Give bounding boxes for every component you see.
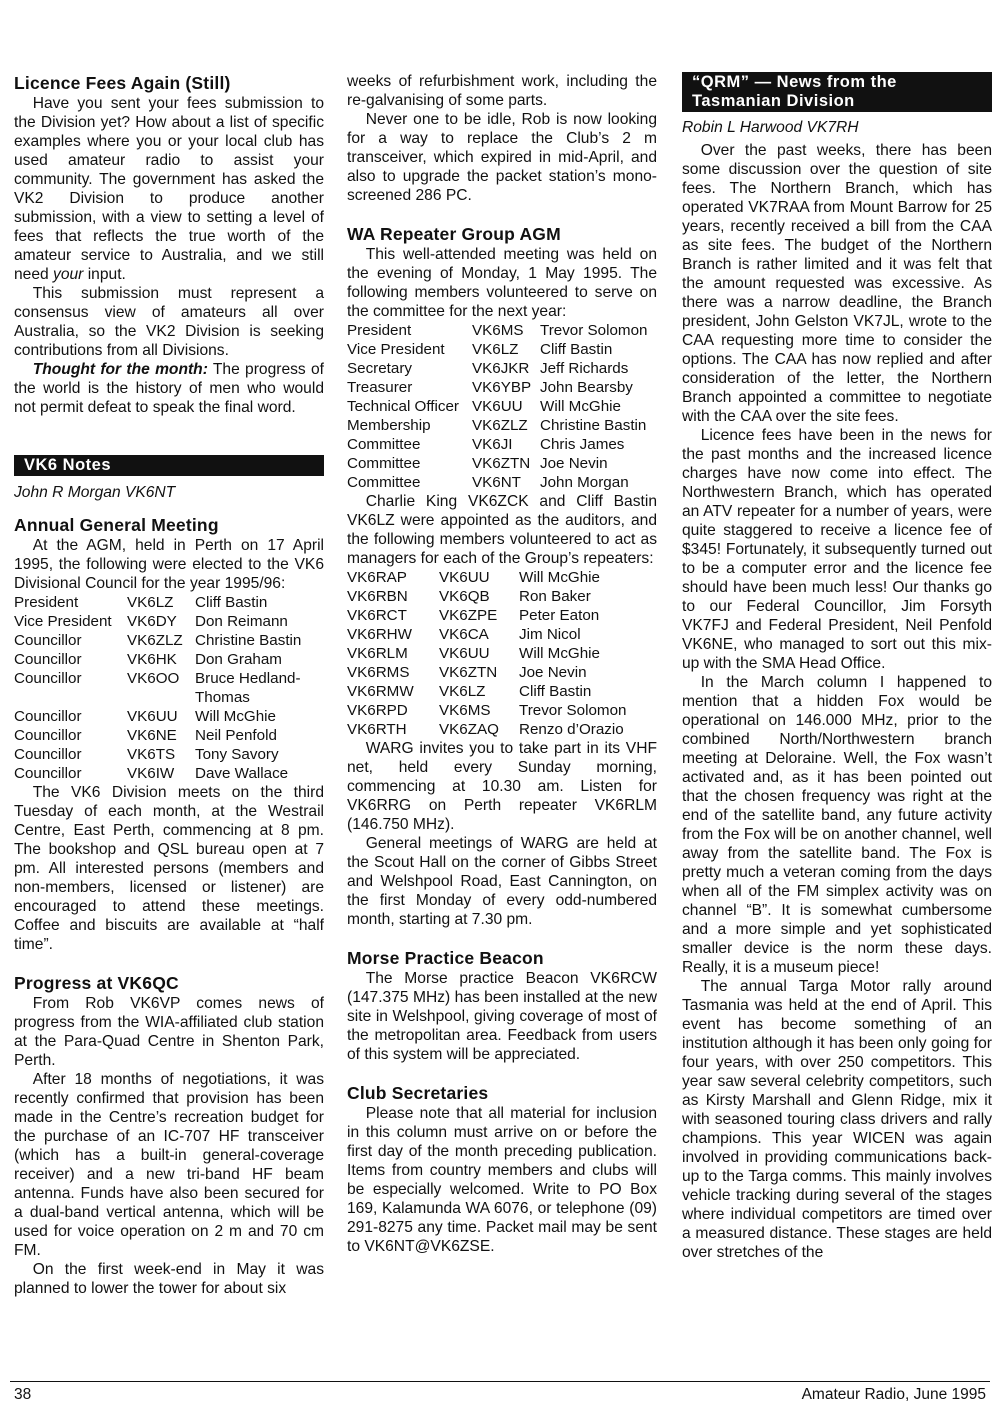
table-cell-call: VK6LZ bbox=[127, 594, 174, 611]
table-row bbox=[14, 745, 324, 764]
table-cell-role: Councillor bbox=[14, 670, 82, 687]
repeater-table bbox=[347, 568, 657, 739]
table-cell-name: Christine Bastin bbox=[540, 417, 647, 434]
table-cell-name: John Morgan bbox=[540, 474, 629, 491]
table-cell-name: Don Graham bbox=[195, 651, 282, 668]
column-right bbox=[682, 72, 992, 1262]
table-row bbox=[347, 397, 657, 416]
table-cell-call: VK6ZLZ bbox=[127, 632, 183, 649]
table-cell-role: Councillor bbox=[14, 727, 82, 744]
table-row bbox=[347, 454, 657, 473]
table-cell-role: Committee bbox=[347, 474, 421, 491]
heading-morse-practice-beacon: Morse Practice Beacon bbox=[347, 948, 544, 968]
table-cell-call: VK6ZAQ bbox=[439, 721, 499, 738]
table-row bbox=[14, 593, 324, 612]
table-cell-role: Vice President bbox=[14, 613, 112, 630]
table-cell-name: Renzo d’Orazio bbox=[519, 721, 624, 738]
table-cell-name: Joe Nevin bbox=[540, 455, 608, 472]
table-cell-name: Jeff Richards bbox=[540, 360, 629, 377]
table-cell-call: VK6TS bbox=[127, 746, 176, 763]
table-cell-rpt: VK6RCT bbox=[347, 607, 407, 624]
column-left bbox=[14, 72, 324, 1298]
table-row bbox=[347, 701, 657, 720]
paragraph: This well-attended meeting was held on the evening of Monday, 1 May 1995. The following members volunteered to serve on the committee for the next year: bbox=[347, 246, 657, 320]
paragraph: WARG invites you to take part in its VHF net, held every Sunday morning, commencing at 10.30 am. Listen for VK6RRG on Perth repeater VK6RLM (146.750 MHz). bbox=[347, 740, 657, 833]
table-cell-name: Bruce Hedland-Thomas bbox=[195, 670, 301, 706]
table-cell-call: VK6JI bbox=[472, 436, 513, 453]
table-cell-name: Cliff Bastin bbox=[195, 594, 268, 611]
paragraph: The annual Targa Motor rally around Tasmania was held at the end of April. This event has become something of an institution although it has been only going for four years, with over 250 competitors. This year saw several celebrity competitors, such as Kirsty Marshall and Glenn Ridge, mix it with seasoned touring class drivers and rally champions. This year WICEN was again involved in providing communications back-up to the Targa comms. This mainly involves vehicle tracking during several of the stages where individual competitors are timed over a measured distance. These stages are held over stretches of the bbox=[682, 978, 992, 1261]
publication-title: Amateur Radio, June 1995 bbox=[801, 1386, 986, 1403]
byline: Robin L Harwood VK7RH bbox=[682, 119, 859, 136]
table-cell-rpt: VK6RHW bbox=[347, 626, 412, 643]
table-cell-name: Tony Savory bbox=[195, 746, 279, 763]
table-cell-call: VK6ZLZ bbox=[472, 417, 528, 434]
table-cell-role: Committee bbox=[347, 455, 421, 472]
table-row bbox=[347, 473, 657, 492]
table-cell-role: President bbox=[14, 594, 79, 611]
table-cell-name: Will McGhie bbox=[195, 708, 277, 725]
table-cell-call: VK6CA bbox=[439, 626, 489, 643]
table-cell-name: Neil Penfold bbox=[195, 727, 277, 744]
table-cell-role: Councillor bbox=[14, 632, 82, 649]
table-cell-call: VK6ZTN bbox=[472, 455, 531, 472]
table-cell-call: VK6ZTN bbox=[439, 664, 498, 681]
heading-licence-fees: Licence Fees Again (Still) bbox=[14, 73, 231, 93]
table-row bbox=[347, 663, 657, 682]
table-cell-name: Chris James bbox=[540, 436, 625, 453]
paragraph: Thought for the month: The progress of the world is the history of men who would not permit defeat to speak the final word. bbox=[14, 361, 324, 416]
table-row bbox=[14, 726, 324, 745]
table-cell-name: Trevor Solomon bbox=[540, 322, 648, 339]
table-cell-call: VK6UU bbox=[127, 708, 178, 725]
heading-progress-vk6qc: Progress at VK6QC bbox=[14, 973, 179, 993]
council-table bbox=[14, 593, 324, 783]
paragraph: On the first week-end in May it was planned to lower the tower for about six bbox=[14, 1261, 324, 1297]
table-cell-rpt: VK6RBN bbox=[347, 588, 408, 605]
paragraph: Charlie King VK6ZCK and Cliff Bastin VK6LZ were appointed as the auditors, and the following members volunteered to act as managers for each of the Group’s repeaters: bbox=[347, 493, 657, 567]
table-cell-rpt: VK6RMS bbox=[347, 664, 410, 681]
heading-wa-repeater-group-agm: WA Repeater Group AGM bbox=[347, 224, 561, 244]
table-cell-name: Joe Nevin bbox=[519, 664, 587, 681]
byline: John R Morgan VK6NT bbox=[14, 484, 176, 501]
section-banner-vk6-notes: VK6 Notes bbox=[14, 455, 324, 476]
table-cell-call: VK6IW bbox=[127, 765, 175, 782]
heading-club-secretaries: Club Secretaries bbox=[347, 1083, 489, 1103]
table-cell-name: Dave Wallace bbox=[195, 765, 289, 782]
table-cell-call: VK6HK bbox=[127, 651, 177, 668]
footer-rule bbox=[10, 1381, 990, 1382]
table-cell-name: Christine Bastin bbox=[195, 632, 302, 649]
table-row bbox=[14, 669, 324, 707]
table-cell-role: Councillor bbox=[14, 651, 82, 668]
table-cell-name: John Bearsby bbox=[540, 379, 633, 396]
committee-table bbox=[347, 321, 657, 492]
table-row bbox=[347, 606, 657, 625]
table-row bbox=[347, 340, 657, 359]
table-cell-role: Councillor bbox=[14, 765, 82, 782]
table-cell-name: Cliff Bastin bbox=[519, 683, 592, 700]
table-cell-name: Trevor Solomon bbox=[519, 702, 627, 719]
table-cell-role: Treasurer bbox=[347, 379, 413, 396]
paragraph: At the AGM, held in Perth on 17 April 1995, the following were elected to the VK6 Divisional Council for the year 1995/96: bbox=[14, 537, 324, 592]
paragraph: Licence fees have been in the news for the past months and the increased licence charges have now come into effect. The Northwestern Branch, which has operated an ATV repeater for a number of years, were quite staggered to receive a licence fee of $345! Fortunately, it subsequently turned out to be a computer error and the licence fee should have been much less! Our thanks go to our Federal Councillor, Jim Forsyth VK7FJ and Federal President, Neil Penfold VK6NE, who managed to sort out this mix-up with the SMA Head Office. bbox=[682, 427, 992, 672]
table-cell-name: Peter Eaton bbox=[519, 607, 600, 624]
paragraph: This submission must represent a consensus view of amateurs all over Australia, so the VK2 Division is seeking contributions from all Divisions. bbox=[14, 285, 324, 359]
table-cell-call: VK6NT bbox=[472, 474, 521, 491]
table-row bbox=[347, 720, 657, 739]
section-banner-qrm-tasmanian: “QRM” — News from the Tasmanian Division bbox=[682, 72, 992, 112]
table-cell-name: Ron Baker bbox=[519, 588, 591, 605]
table-cell-rpt: VK6RTH bbox=[347, 721, 407, 738]
paragraph: The VK6 Division meets on the third Tuesday of each month, at the Westrail Centre, East Perth, commencing at 8 pm. The bookshop and QSL bureau open at 7 pm. All interested persons (members and non-members, licensed or listener) are encouraged to attend these meetings. Coffee and biscuits are available at “half time”. bbox=[14, 784, 324, 953]
table-cell-name: Cliff Bastin bbox=[540, 341, 613, 358]
table-cell-role: Vice President bbox=[347, 341, 445, 358]
table-row bbox=[347, 625, 657, 644]
table-cell-call: VK6YBP bbox=[472, 379, 532, 396]
table-row bbox=[347, 378, 657, 397]
table-cell-call: VK6QB bbox=[439, 588, 490, 605]
table-row bbox=[347, 682, 657, 701]
table-cell-role: Technical Officer bbox=[347, 398, 459, 415]
paragraph: Please note that all material for inclusion in this column must arrive on or before the first day of the month preceding publication. Items from country members and clubs will be especially welcomed. Write to PO Box 169, Kalamunda WA 6076, or telephone (09) 291-8275 any time. Packet mail may be sent to VK6NT@VK6ZSE. bbox=[347, 1105, 657, 1255]
table-cell-call: VK6OO bbox=[127, 670, 180, 687]
table-row bbox=[347, 568, 657, 587]
table-cell-call: VK6MS bbox=[472, 322, 524, 339]
table-cell-call: VK6JKR bbox=[472, 360, 530, 377]
table-row bbox=[347, 321, 657, 340]
heading-annual-general-meeting: Annual General Meeting bbox=[14, 515, 219, 535]
table-cell-name: Don Reimann bbox=[195, 613, 288, 630]
paragraph: After 18 months of negotiations, it was recently confirmed that provision has been made in the Centre’s recreation budget for the purchase of an IC-707 HF transceiver (which has a built-in general-coverage receiver) and a new tri-band HF beam antenna. Funds have also been secured for a dual-band vertical antenna, which will be used for voice operation on 2 m and 70 cm FM. bbox=[14, 1071, 324, 1259]
table-cell-rpt: VK6RLM bbox=[347, 645, 408, 662]
table-cell-name: Will McGhie bbox=[519, 645, 601, 662]
table-cell-role: President bbox=[347, 322, 412, 339]
table-cell-call: VK6MS bbox=[439, 702, 491, 719]
table-cell-call: VK6LZ bbox=[472, 341, 519, 358]
table-cell-role: Committee bbox=[347, 436, 421, 453]
paragraph: weeks of refurbishment work, including the re-galvanising of some parts. bbox=[347, 73, 657, 109]
table-cell-name: Will McGhie bbox=[540, 398, 622, 415]
table-cell-call: VK6UU bbox=[439, 569, 490, 586]
table-row bbox=[347, 587, 657, 606]
table-cell-call: VK6UU bbox=[472, 398, 523, 415]
table-row bbox=[14, 612, 324, 631]
paragraph: Have you sent your fees submission to the Division yet? How about a list of specific examples where you or your local club has used amateur radio to assist your community. The government has asked the VK2 Division to produce another submission, with a view to setting a level of fees that reflects the true worth of the amateur service to Australia, and we still need your input. bbox=[14, 95, 324, 283]
table-cell-call: VK6ZPE bbox=[439, 607, 498, 624]
table-cell-role: Secretary bbox=[347, 360, 412, 377]
paragraph: Never one to be idle, Rob is now looking for a way to replace the Club’s 2 m transceiver, which expired in mid-April, and also to upgrade the packet station’s mono-screened 286 PC. bbox=[347, 111, 657, 204]
table-row bbox=[14, 707, 324, 726]
table-cell-name: Jim Nicol bbox=[519, 626, 581, 643]
table-cell-rpt: VK6RMW bbox=[347, 683, 414, 700]
table-row bbox=[14, 650, 324, 669]
table-row bbox=[347, 359, 657, 378]
table-row bbox=[14, 764, 324, 783]
table-cell-rpt: VK6RAP bbox=[347, 569, 407, 586]
paragraph: The Morse practice Beacon VK6RCW (147.375 MHz) has been installed at the new site in Welshpool, giving coverage of most of the metropolitan area. Feedback from users of this system will be appreciated. bbox=[347, 970, 657, 1063]
column-middle bbox=[347, 72, 657, 1256]
table-row bbox=[14, 631, 324, 650]
table-row bbox=[347, 644, 657, 663]
table-cell-role: Councillor bbox=[14, 708, 82, 725]
paragraph: Over the past weeks, there has been some discussion over the question of site fees. The Northern Branch, which has operated VK7RAA from Mount Barrow for 25 years, recently received a bill from the CAA as site fees. The budget of the Northern Branch is rather limited and it was felt that the amount requested was excessive. As there was a narrow deadline, the Branch president, John Gelston VK7JL, wrote to the CAA requesting more time to consider the options. The CAA has now replied and after consideration of the letter, the Northern Branch appointed a committee to negotiate with the CAA over the site fees. bbox=[682, 142, 992, 425]
paragraph: General meetings of WARG are held at the Scout Hall on the corner of Gibbs Street and Welshpool Road, East Cannington, on the first Monday of every odd-numbered month, starting at 7.30 pm. bbox=[347, 835, 657, 928]
table-row bbox=[347, 435, 657, 454]
table-cell-call: VK6UU bbox=[439, 645, 490, 662]
paragraph: From Rob VK6VP comes news of progress from the WIA-affiliated club station at the Para-Quad Centre in Shenton Park, Perth. bbox=[14, 995, 324, 1069]
table-cell-role: Councillor bbox=[14, 746, 82, 763]
table-cell-call: VK6LZ bbox=[439, 683, 486, 700]
table-cell-call: VK6DY bbox=[127, 613, 177, 630]
table-row bbox=[347, 416, 657, 435]
page-number: 38 bbox=[14, 1386, 32, 1403]
table-cell-role: Membership bbox=[347, 417, 431, 434]
paragraph: In the March column I happened to mention that a hidden Fox would be operational on 146.000 MHz, prior to the combined North/Northwestern branch meeting at Deloraine. Well, the Fox wasn’t activated and, as it has been pointed out that the chosen frequency was right at the end of the satellite band, any future activity from the Fox will be on another channel, well away from the satellite band. The Fox is pretty much a veteran coming from the days when all of the FM simplex activity was on channel “B”. It is somewhat cumbersome and a more simple and yet sophisticated smaller device is the norm these days. Really, it is a museum piece! bbox=[682, 674, 992, 976]
table-cell-call: VK6NE bbox=[127, 727, 177, 744]
table-cell-rpt: VK6RPD bbox=[347, 702, 408, 719]
table-cell-name: Will McGhie bbox=[519, 569, 601, 586]
